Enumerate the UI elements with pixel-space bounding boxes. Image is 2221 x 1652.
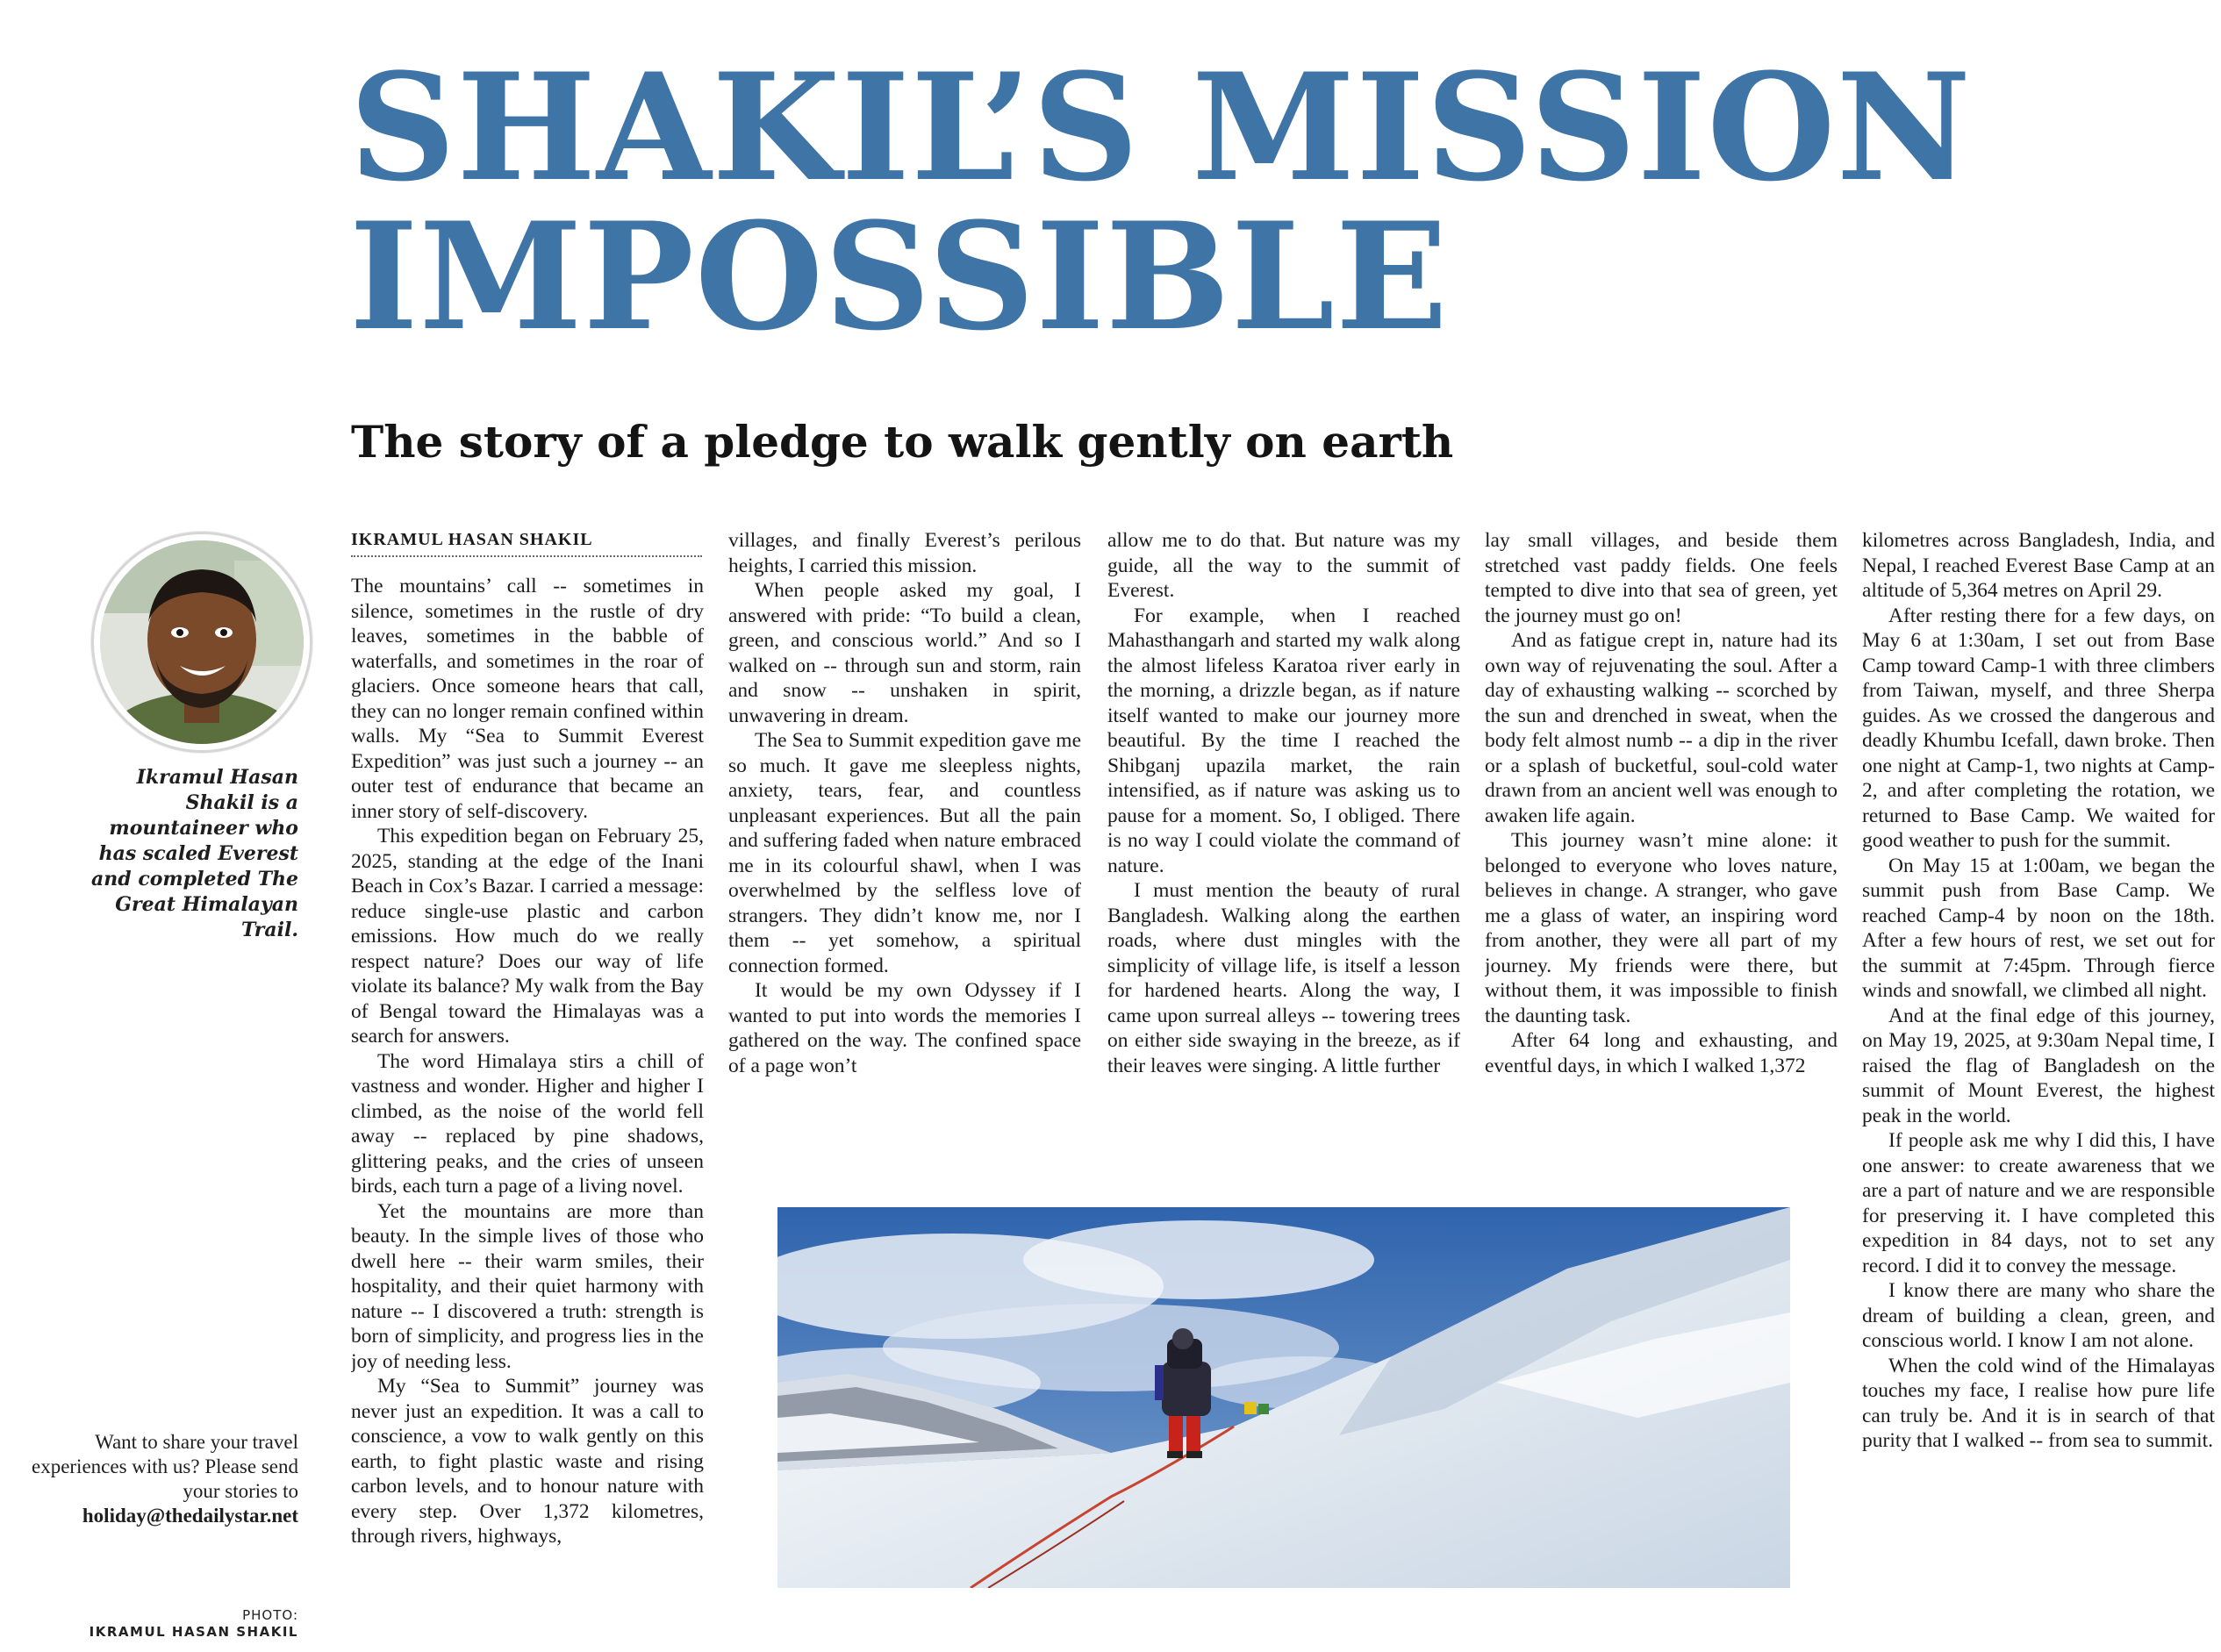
paragraph: It would be my own Odyssey if I wanted to put into words the memories I gathered on the way. The confined space of a page won’t — [728, 979, 1081, 1077]
climber-distant — [1244, 1402, 1269, 1414]
share-email-link[interactable]: holiday@thedailystar.net — [82, 1505, 298, 1527]
paragraph: The mountains’ call -- sometimes in silence, sometimes in the rustle of dry leaves, sometimes in the babble of waterfalls, and sometimes in the roar of glaciers. Once someone hears that call, they can no longer remain confined within walls. My “Sea to Summit Everest Expedition” was just such a journey -- an outer test of endurance that became an inner story of self-discovery. — [351, 575, 704, 823]
paragraph: allow me to do that. But nature was my guide, all the way to the summit of Everest. — [1107, 529, 1460, 602]
paragraph: I must mention the beauty of rural Bangladesh. Walking along the earthen roads, where dust mingles with the simplicity of village life, is itself a lesson for hardened hearts. Along the way, I came upon surreal alleys -- towering trees on either side swaying in the breeze, as if their leaves were singing. A little further — [1107, 879, 1460, 1077]
paragraph: This journey wasn’t mine alone: it belonged to everyone who loves nature, believes in change. A stranger, who gave me a glass of water, an inspiring word from another, they were all part of my journey. My friends were there, but without them, it was impossible to finish the daunting task. — [1485, 829, 1838, 1027]
article-column-5 — [1862, 528, 2215, 1649]
paragraph: And at the final edge of this journey, on May 19, 2025, at 9:30am Nepal time, I raised the flag of Bangladesh on the summit of Mount Everest, the highest peak in the world. — [1862, 1004, 2215, 1127]
share-line-2: Please send your stories to — [183, 1455, 298, 1502]
paragraph: After resting there for a few days, on May 6 at 1:30am, I set out from Base Camp toward Camp-1 with three climbers from Taiwan, myself, and three Sherpa guides. As we crossed the dangerous and deadly Khumbu Icefall, dawn broke. Then one night at Camp-1, two nights at Camp-2, and after completing the rotation, we returned to Base Camp. We waited for good weather to push for the summit. — [1862, 604, 2215, 852]
photo-credit-name: IKRAMUL HASAN SHAKIL — [89, 1624, 298, 1640]
paragraph: And as fatigue crept in, nature had its own way of rejuvenating the soul. After a day of exhausting walking -- scorched by the sun and drenched in sweat, when the body felt almost numb -- a dip in the river or a splash of bucketful, soul-cold water drawn from an ancient well was enough to awaken life again. — [1485, 629, 1838, 827]
paragraph: I know there are many who share the dream of building a clean, green, and conscious world. I know I am not alone. — [1862, 1279, 2215, 1352]
article-column-1 — [351, 574, 704, 1649]
byline: IKRAMUL HASAN SHAKIL — [351, 530, 702, 557]
photo-credit-label: PHOTO: — [242, 1607, 298, 1623]
paragraph: When people asked my goal, I answered with pride: “To build a clean, green, and conscious world.” And so I walked on -- through sun and storm, rain and snow -- unshaken in spirit, unwavering in dream. — [728, 579, 1081, 727]
paragraph: The word Himalaya stirs a chill of vastness and wonder. Higher and higher I climbed, as the noise of the world fell away -- replaced by pine shadows, glittering peaks, and the cries of unseen birds, each turn a page of a living novel. — [351, 1049, 704, 1198]
paragraph: This expedition began on February 25, 2025, standing at the edge of the Inani Beach in Cox’s Bazar. I carried a message: reduce single-use plastic and carbon emissions. How much do we really respect nature? Does our way of life violate its balance? My walk from the Bay of Bengal toward the Himalayas was a search for answers. — [351, 825, 704, 1048]
article-column-2 — [728, 528, 1081, 1142]
share-box — [26, 1430, 298, 1528]
everest-climb-photo — [777, 1207, 1790, 1588]
paragraph: After 64 long and exhausting, and eventful days, in which I walked 1,372 — [1485, 1029, 1838, 1077]
article-column-4 — [1485, 528, 1838, 1142]
share-line-1: Want to share your travel experiences with us? — [31, 1431, 298, 1477]
author-portrait-image — [94, 534, 310, 750]
paragraph: When the cold wind of the Himalayas touches my face, I realise how pure life can truly be. And it is in search of that purity that I walked -- from sea to summit. — [1862, 1354, 2215, 1452]
paragraph: My “Sea to Summit” journey was never just an expedition. It was a call to conscience, a vow to walk gently on this earth, to fight plastic waste and rising carbon levels, and to honour nature with every step. Over 1,372 kilometres, through rivers, highways, — [351, 1375, 704, 1548]
everest-climb-illustration — [777, 1207, 1790, 1588]
paragraph: villages, and finally Everest’s perilous heights, I carried this mission. — [728, 529, 1081, 577]
paragraph: Yet the mountains are more than beauty. In the simple lives of those who dwell here -- their warm smiles, their hospitality, and their quiet harmony with nature -- I discovered a truth: strength is born of simplicity, and progress lies in the joy of needing less. — [351, 1199, 704, 1373]
headline — [349, 40, 2201, 363]
paragraph: On May 15 at 1:00am, we began the summit push from Base Camp. We reached Camp-4 by noon on the 18th. After a few hours of rest, we set out for the summit at 7:45pm. Through fierce winds and snowfall, we climbed all night. — [1862, 854, 2215, 1002]
headline-line-2: IMPOSSIBLE — [349, 190, 1449, 363]
photo-credit — [53, 1607, 298, 1641]
paragraph: The Sea to Summit expedition gave me so much. It gave me sleepless nights, anxiety, tears, fear, and countless unpleasant experiences. But all the pain and suffering faded when nature embraced me in its colourful shawl, when I was overwhelmed by the selfless love of strangers. They didn’t know me, nor I them -- yet somehow, a spiritual connection formed. — [728, 729, 1081, 977]
headline-line-1: SHAKIL’S MISSION — [349, 40, 1973, 214]
author-portrait — [91, 532, 312, 753]
paragraph: If people ask me why I did this, I have one answer: to create awareness that we are a part of nature and we are responsible for preserving it. I have completed this expedition in 84 days, not to set any record. I did it to convey the message. — [1862, 1129, 2215, 1277]
article-column-3 — [1107, 528, 1460, 1142]
paragraph: kilometres across Bangladesh, India, and Nepal, I reached Everest Base Camp at an altitude of 5,364 metres on April 29. — [1862, 529, 2215, 602]
paragraph: For example, when I reached Mahasthangarh and started my walk along the almost lifeless Karatoa river early in the morning, a drizzle began, as if nature itself wanted to make our journey more beautiful. By the time I reached the Shibganj upazila market, the rain intensified, as if nature was asking us to pause for a moment. So, I obliged. There is no way I could violate the command of nature. — [1107, 604, 1460, 877]
author-caption: Ikramul Hasan Shakil is a mountaineer who has scaled Everest and completed The Great Himalayan Trail. — [91, 766, 298, 941]
paragraph: lay small villages, and beside them stretched vast paddy fields. One feels tempted to dive into that sea of green, yet the journey must go on! — [1485, 529, 1838, 627]
subhead: The story of a pledge to walk gently on earth — [351, 416, 1454, 468]
